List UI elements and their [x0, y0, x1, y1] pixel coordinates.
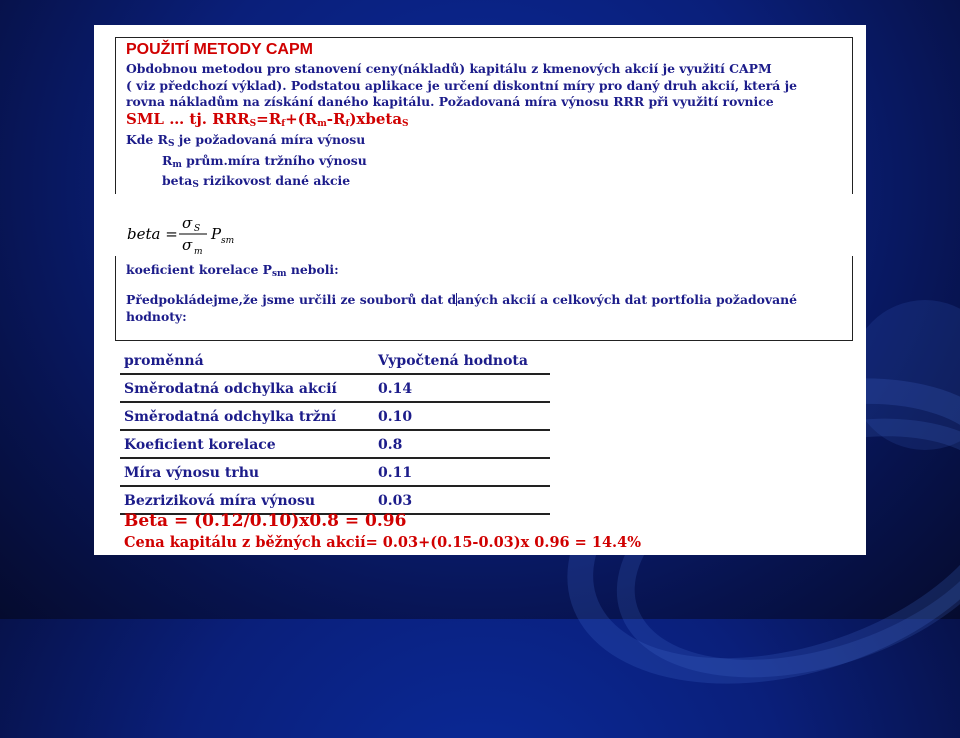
values-table — [120, 347, 550, 515]
table-row — [120, 458, 550, 486]
table-cell: Míra výnosu trhu — [120, 458, 374, 486]
beta-formula — [119, 213, 279, 257]
table-cell: 0.8 — [374, 430, 550, 458]
subscript: S — [192, 180, 199, 190]
table-header-row — [120, 347, 550, 374]
sml-text: =R — [256, 110, 282, 128]
background-glow — [850, 300, 960, 450]
definition-line — [126, 132, 810, 153]
subscript: S — [167, 139, 175, 149]
assumption-text: aných akcií a celkových dat portfolia požadované hodnoty: — [126, 292, 798, 324]
table-row — [120, 430, 550, 458]
table-row — [120, 402, 550, 430]
assumption-paragraph — [126, 292, 846, 325]
para-line: Obdobnou metodou pro stanovení ceny(nákladů) kapitálu z kmenových akcií je využití CAPM — [126, 61, 772, 76]
sml-text: )xbeta — [349, 110, 403, 128]
sml-equation — [126, 110, 409, 129]
capm-text-box — [115, 37, 853, 341]
def-text: rizikovost dané akcie — [198, 173, 351, 188]
correlation-text: koeficient korelace P — [126, 262, 272, 277]
def-text: beta — [162, 173, 193, 188]
table-cell: 0.10 — [374, 402, 550, 430]
subscript: f — [281, 119, 286, 129]
table-cell: Bezriziková míra výnosu — [120, 486, 374, 514]
para-line: rovna nákladům na získání daného kapitálu. Požadovaná míra výnosu RRR při využití rovnice — [126, 94, 774, 109]
definition-line — [126, 153, 810, 174]
table-row — [120, 486, 550, 514]
formula-rhs-sub: sm — [221, 236, 235, 246]
intro-paragraph — [126, 61, 846, 111]
beta-result: Beta = (0.12/0.10)x0.8 = 0.96 — [124, 511, 407, 531]
table-cell: Koeficient korelace — [120, 430, 374, 458]
def-text: je požadovaná míra výnosu — [174, 132, 366, 147]
formula-numerator: σ — [182, 214, 193, 232]
table-header: Vypočtená hodnota — [374, 347, 550, 374]
subscript: sm — [271, 269, 287, 279]
def-text: prům.míra tržního výnosu — [181, 152, 367, 168]
correlation-text: neboli: — [286, 262, 339, 277]
box-title: POUŽITÍ METODY CAPM — [126, 41, 313, 58]
subscript: S — [249, 119, 257, 129]
formula-lhs: beta = — [127, 225, 178, 243]
formula-num-sub: S — [194, 224, 201, 234]
cost-of-capital-result: Cena kapitálu z běžných akcií= 0.03+(0.15-0.03)x 0.96 = 14.4% — [124, 534, 641, 551]
table-cell: 0.11 — [374, 458, 550, 486]
correlation-line — [126, 262, 339, 279]
assumption-text: Předpokládejme,že jsme určili ze souborů dat d — [126, 292, 457, 307]
subscript: S — [402, 119, 409, 129]
subscript: f — [345, 119, 350, 129]
table-cell: 0.03 — [374, 486, 550, 514]
table-row — [120, 374, 550, 402]
def-text: Kde R — [126, 132, 168, 147]
definition-line — [126, 173, 810, 194]
para-line: ( viz předchozí výklad). Podstatou aplikace je určení diskontní míry pro daný druh akcií, která je — [126, 77, 797, 93]
slide-content — [94, 25, 866, 555]
table-cell: 0.14 — [374, 374, 550, 402]
table-cell: Směrodatná odchylka akcií — [120, 374, 374, 402]
formula-rhs: P — [211, 225, 222, 243]
sml-text: -R — [326, 110, 346, 128]
sml-text: SML … tj. RRR — [126, 110, 250, 128]
def-text: R — [162, 152, 173, 168]
subscript: m — [172, 159, 182, 170]
formula-denominator: σ — [182, 236, 193, 254]
table-cell: Směrodatná odchylka tržní — [120, 402, 374, 430]
table-header: proměnná — [120, 347, 374, 374]
sml-text: +(R — [285, 110, 318, 128]
formula-den-sub: m — [194, 247, 203, 257]
subscript: m — [317, 119, 327, 129]
